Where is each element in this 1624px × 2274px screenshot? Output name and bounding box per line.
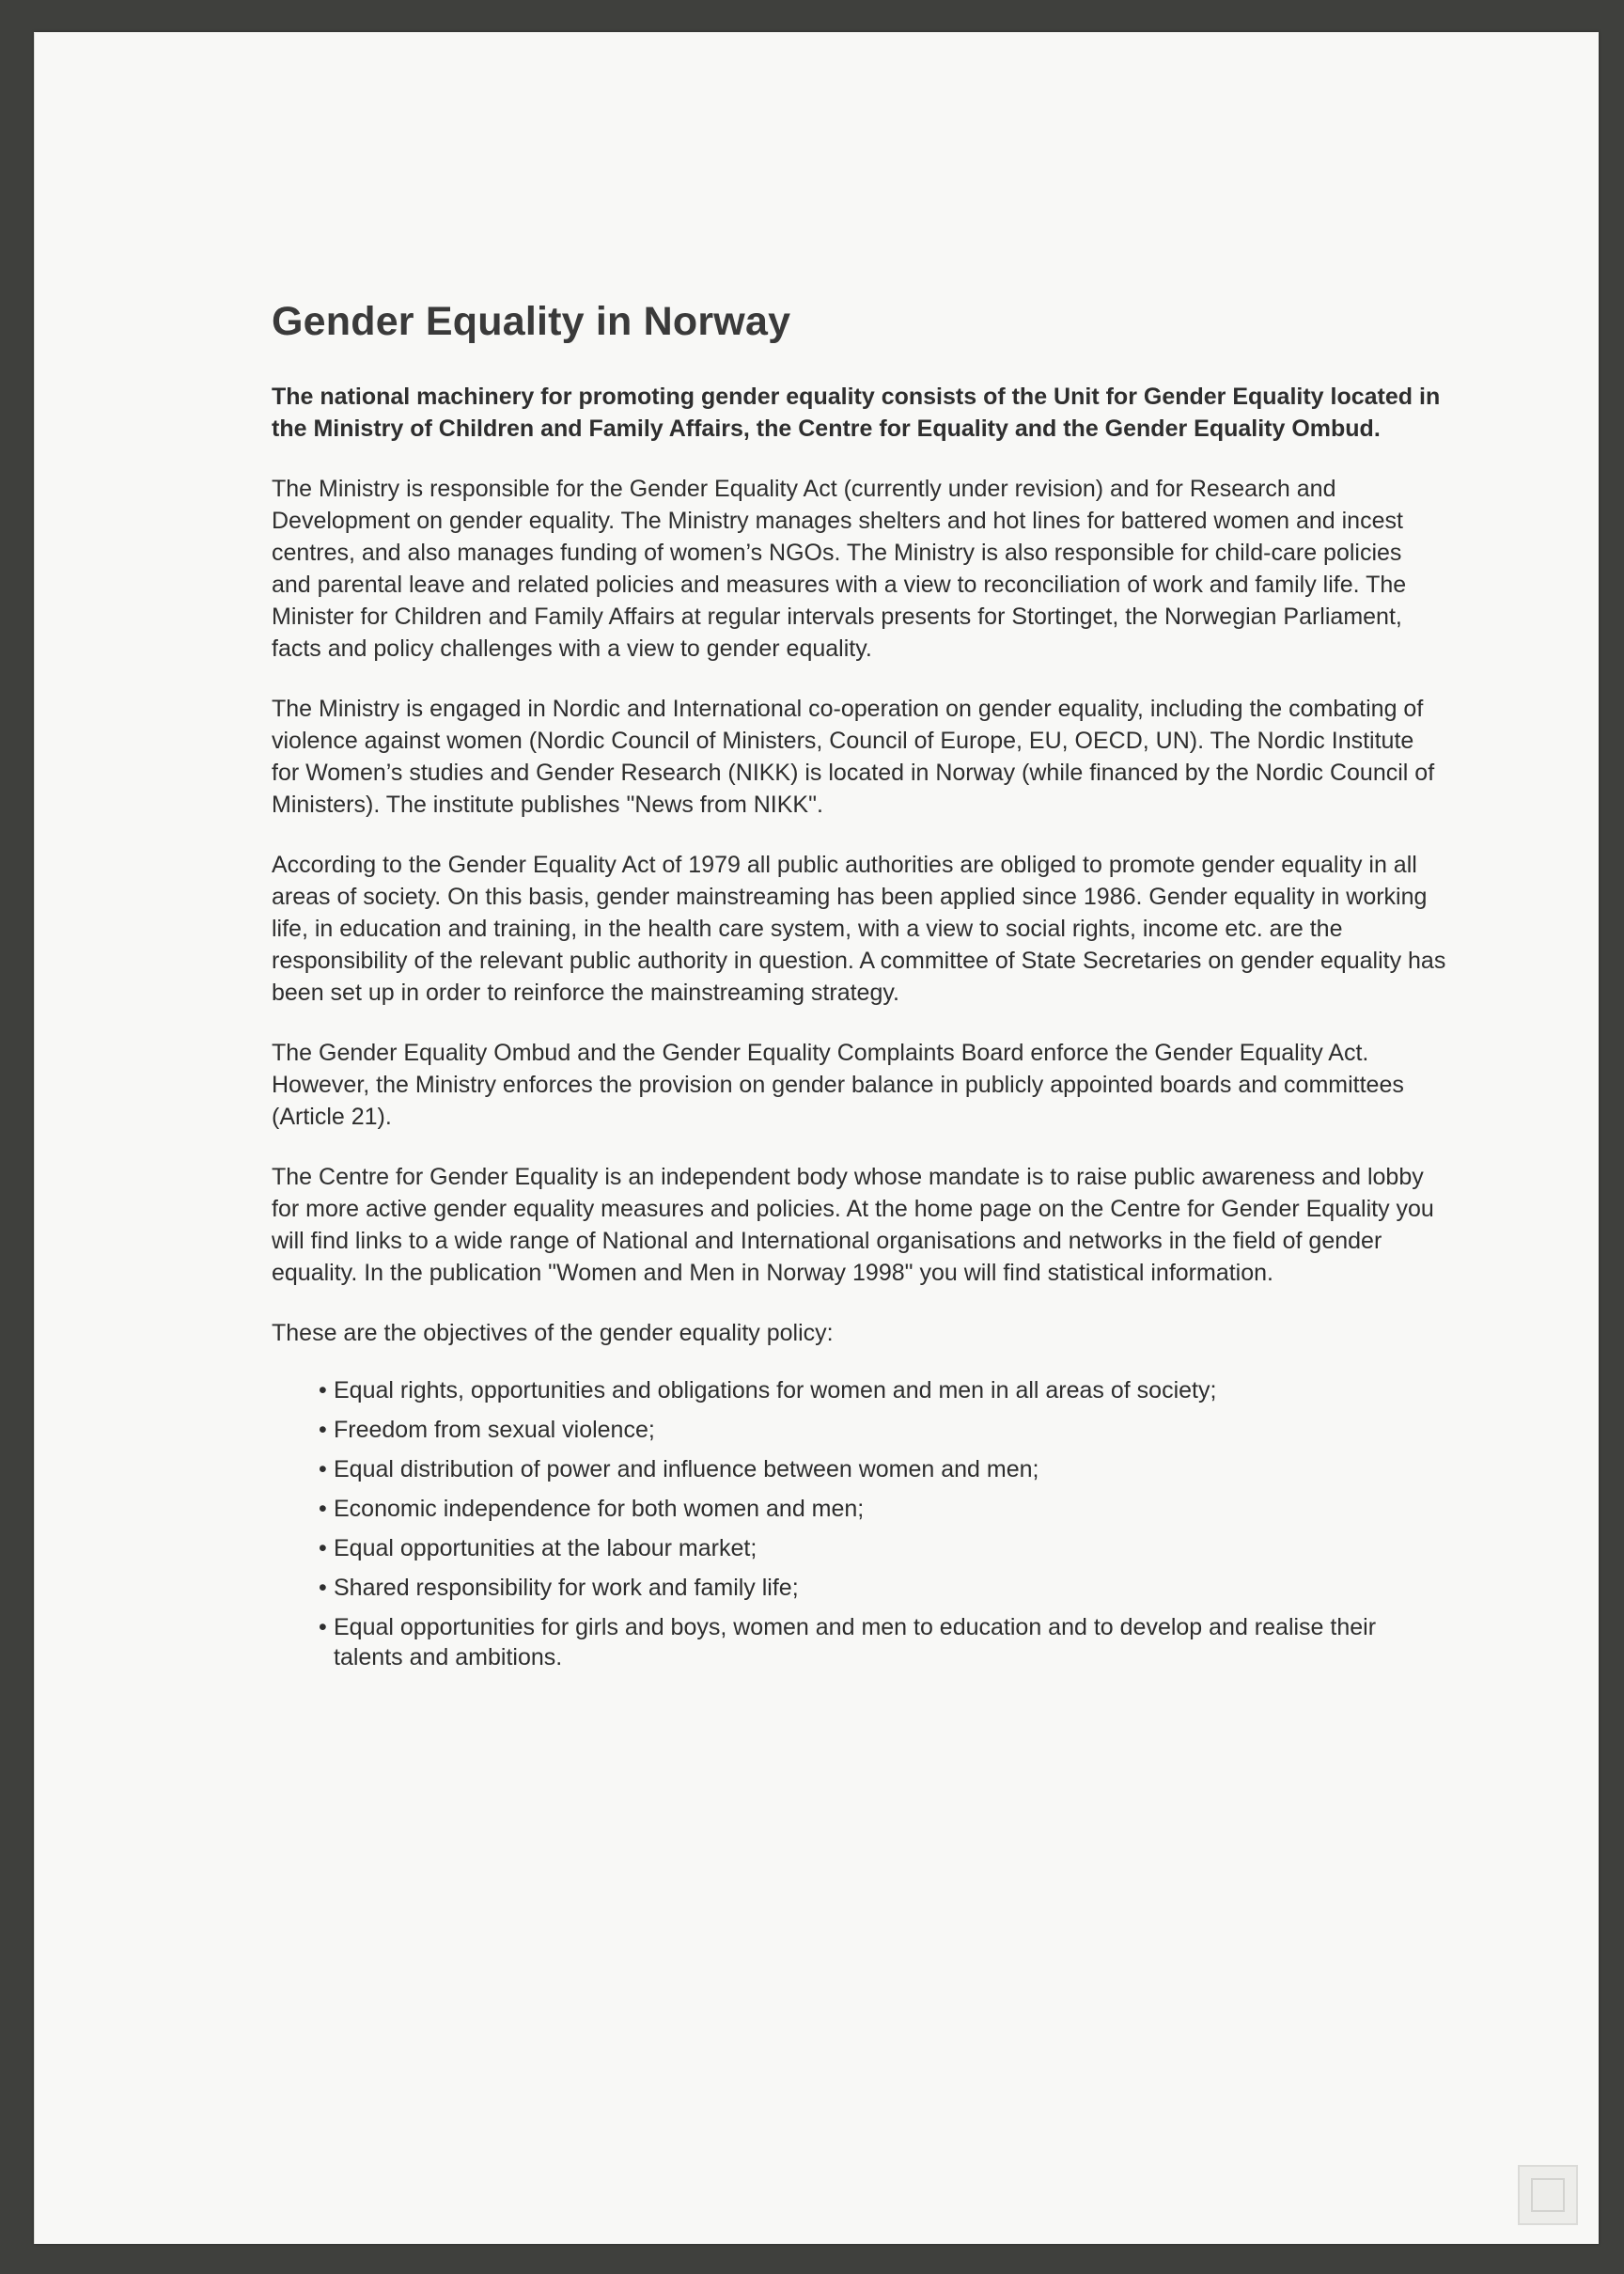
paragraph-objectives-intro: These are the objectives of the gender equality policy: [272,1319,834,1346]
list-item: • Shared responsibility for work and family life; [319,1573,1428,1603]
list-item: • Freedom from sexual violence; [319,1415,1428,1445]
library-stamp-icon [1518,2165,1578,2225]
document-body [272,298,1446,1682]
paragraph-ministry-responsibilities: The Ministry is responsible for the Gender Equality Act (currently under revision) and for Research and Development on gender equality. The Ministry manages shelters and hot lines for battered women and incest centres, and also manages funding of women’s NGOs. The Ministry is also responsible for child-care policies and parental leave and related policies and measures with a view to reconciliation of work and family life. The Minister for Children and Family Affairs at regular intervals presents for Stortinget, the Norwegian Parliament, facts and policy challenges with a view to gender equality. [272,475,1407,662]
list-item: • Equal rights, opportunities and obligations for women and men in all areas of society; [319,1375,1428,1405]
list-item: • Equal opportunities for girls and boys, women and men to education and to develop and realise their talents and ambitions. [319,1612,1428,1672]
paragraph-international-cooperation: The Ministry is engaged in Nordic and International co-operation on gender equality, including the combating of violence against women (Nordic Council of Ministers, Council of Europe, EU, OECD, UN). The Nordic Institute for Women’s studies and Gender Research (NIKK) is located in Norway (while financed by the Nordic Council of Ministers). The institute publishes "News from NIKK". [272,695,1435,818]
lead-paragraph: The national machinery for promoting gender equality consists of the Unit for Gender Equality located in the Ministry of Children and Family Affairs, the Centre for Equality and the Gender Equality Ombud. [272,383,1441,442]
paragraph-gender-equality-act: According to the Gender Equality Act of 1979 all public authorities are obliged to promote gender equality in all areas of society. On this basis, gender mainstreaming has been applied since 1986. Gender equality in working life, in education and training, in the health care system, with a view to social rights, income etc. are the responsibility of the relevant public authority in question. A committee of State Secretaries on gender equality has been set up in order to reinforce the mainstreaming strategy. [272,851,1446,1006]
paragraph-ombud: The Gender Equality Ombud and the Gender Equality Complaints Board enforce the Gender Equality Act. However, the Ministry enforces the provision on gender balance in publicly appointed boards and committees (Article 21). [272,1039,1404,1130]
list-item: • Economic independence for both women and men; [319,1494,1428,1524]
objectives-list [272,1375,1428,1672]
list-item: • Equal opportunities at the labour market; [319,1533,1428,1563]
document-page [34,32,1599,2244]
list-item: • Equal distribution of power and influence between women and men; [319,1454,1428,1484]
paragraph-centre-for-gender-equality: The Centre for Gender Equality is an independent body whose mandate is to raise public awareness and lobby for more active gender equality measures and policies. At the home page on the Centre for Gender Equality you will find links to a wide range of National and International organisations and networks in the field of gender equality. In the publication "Women and Men in Norway 1998" you will find statistical information. [272,1163,1434,1286]
document-title: Gender Equality in Norway [272,299,791,344]
